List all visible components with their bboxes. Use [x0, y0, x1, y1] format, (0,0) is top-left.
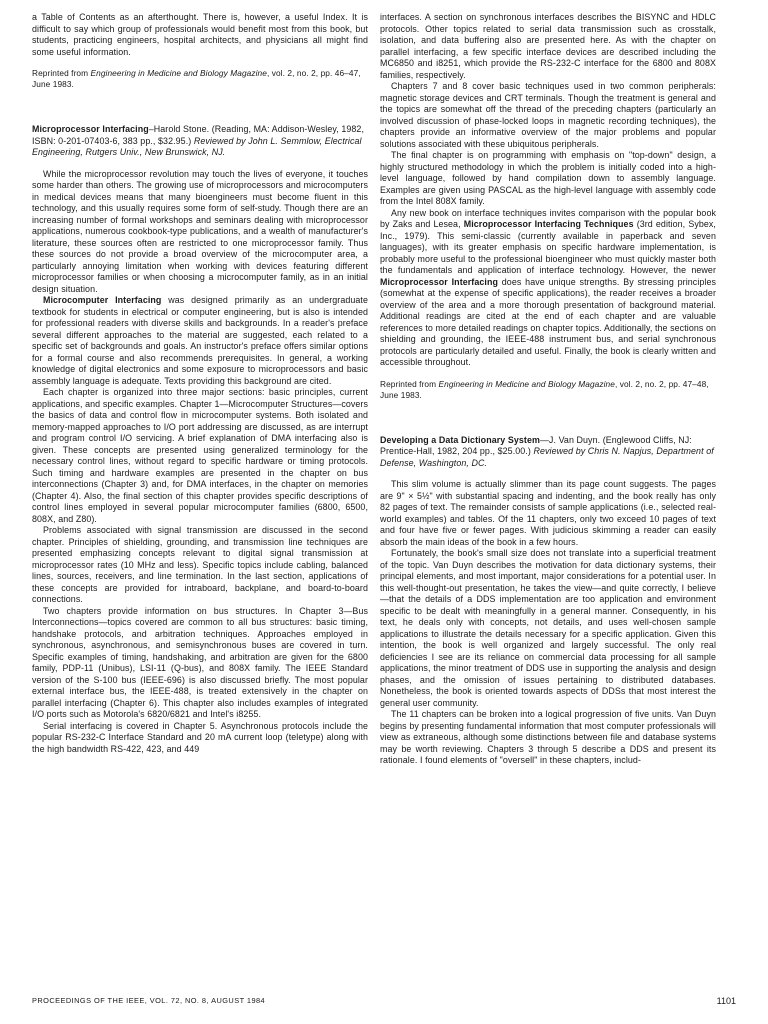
- book-title-inline: Microprocessor Interfacing Techniques: [463, 219, 634, 229]
- review-reviewer: Reviewed by John L. Semmlow, Electrical Engineering, Rutgers Univ., New Brunswick, NJ.: [32, 135, 362, 157]
- paragraph: Serial interfacing is covered in Chapter 5. Asynchronous protocols include the popular RS-232-C Interface Standard and 20 mA current loop (teletype) along with the high bandwidth RS-422, 423, and 449: [32, 720, 368, 754]
- reprint-note: [32, 68, 368, 90]
- reprint-magazine: Engineering in Medicine and Biology Magazine: [438, 378, 615, 389]
- review-reviewer: Reviewed by Chris N. Napjus, Department of Defense, Washington, DC.: [380, 446, 714, 468]
- paragraph-text: (3rd edition, Sybex, Inc., 1979). This semi-classic (currently available in paperback and seven languages), with its greater emphasis on specific hardware implementation, is probably more useful to the professional bioengineer who must quickly master both the fundamentals and application of interface technology. However, the newer: [380, 219, 716, 275]
- paragraph-text: was designed primarily as an undergraduate textbook for students in electrical or computer engineering, but is also is intended for professional readers with diverse skills and backgrounds. In a reader's preface several different approaches to the material are suggested, each related to a specific set of backgrounds and goals. An instructor's preface offers similar options for a formal course and also recommends prerequisites. In general, a working knowledge of digital electronics and some exposure to microprocessors and basic assembly language is adequate. Texts providing this background are cited.: [32, 295, 368, 386]
- paragraph: Each chapter is organized into three major sections: basic principles, current applications, and specific examples. Chapter 1—Microcomputer Structures—covers the basics of data and control flow in microcomputer systems. Both isolated and memory-mapped approaches to I/O port addressing are discussed, as are interrupt and program control I/O servicing. A brief explanation of DMA interfacing also is given. These concepts are presented using generalized terminology for the necessary control lines, without regard to specific hardware or timing protocols. Such timing and hardware examples are presented in the chapter on bus interconnections (Chapter 3) and, for DMA interfaces, in the chapter on memories (Chapter 4). Also, the final section of this chapter provides specific descriptions of control lines employed in several popular microcomputer families (6800, 6500, 808X, and Z80).: [32, 387, 368, 524]
- review-citation: —J. Van Duyn. (Englewood Cliffs, NJ: Prentice-Hall, 1982, 204 pp., $25.00.): [380, 434, 692, 456]
- paragraph: This slim volume is actually slimmer than its page count suggests. The pages are 9" × 5½" with substantial spacing and indenting, and the book really has only 82 pages of text. The remainder consists of sample applications (i.e., selected real-world examples) and tables. Of the 11 chapters, only two exceed 10 pages of text and four have five or fewer pages. With judicious skimming a reader can easily absorb the main ideas of the book in a few hours.: [380, 479, 716, 547]
- review-heading: [380, 435, 716, 470]
- paragraph: [32, 295, 368, 387]
- paragraph-text: Any new book on interface techniques invites comparison with the popular book by Zaks and Lesea,: [380, 207, 716, 229]
- review-book-title: Microprocessor Interfacing: [32, 124, 149, 134]
- paragraph-continued: a Table of Contents as an afterthought. There is, however, a useful Index. It is difficult to say which group of professionals would benefit most from this book, but students, practicing engineers, hospital architects, and physicians all might find some useful information.: [32, 12, 368, 57]
- reprint-suffix: , vol. 2, no. 2, pp. 47–48, June 1983.: [380, 378, 709, 400]
- paragraph: Problems associated with signal transmission are discussed in the second chapter. Principles of shielding, grounding, and transmission line techniques are presented emphasizing concepts relevant to digital signal transmission at microprocessor rates (10 MHz and less). Specific topics include cabling, balanced lines, sources, receivers, and line termination. In the last section, applications of these concepts are provided for intraboard, backplane, and board-to-board connections.: [32, 525, 368, 604]
- review-citation: –Harold Stone. (Reading, MA: Addison-Wesley, 1982, ISBN: 0-201-07403-6, 383 pp., $32.95.): [32, 124, 364, 146]
- review-heading: [32, 124, 368, 159]
- book-title-inline: Microprocessor Interfacing: [380, 276, 498, 287]
- paragraph: Fortunately, the book's small size does not translate into a superficial treatment of the topic. Van Duyn describes the motivation for data dictionary systems, their principal elements, and most important, major considerations for a potential user. In this well-thought-out presentation, he takes the view—and quite correctly, I believe—that the details of a DDS implementation are too application and environment specific to be dealt with meaningfully in a general manner. Consequently, in his text, he deals only with concepts, not details, and uses well-chosen sample applications to illustrate the details necessary for a specific application. Given this intention, the book is well organized and largely successful. The only real deficiencies I see are its reliance on commercial data processing for all sample applications, the minor treatment of DDS use in supporting the analysis and design phases, and the omission of issues pertaining to distributed databases. Nonetheless, the book is oriented towards aspects of DDSs that most interest the general user community.: [380, 548, 716, 708]
- paragraph-text: does have unique strengths. By stressing principles (somewhat at the expense of specific applications), the reader receives a broader overview of the area and a more thorough presentation of background material. Additional readings are cited at the end of each chapter and are valuable references to more detailed readings on chapter topics. Additionally, the sections on shielding and grounding, the IEEE-488 instrument bus, and serial synchronous protocols are particularly detailed and useful. Finally, the book is clearly written and accessible throughout.: [380, 276, 717, 367]
- paragraph-continued: interfaces. A section on synchronous interfaces describes the BISYNC and HDLC protocols. Other topics related to serial data transmission such as crosstalk, isolation, and data buffering also are presented here. As with the chapter on parallel interfacing, a few specific interface devices are described including the MC6850 and i8251, which provide the RS-232-C interface for the 6800 and 808X families, respectively.: [380, 12, 716, 80]
- paragraph: [380, 208, 716, 369]
- left-column: [32, 12, 368, 755]
- paragraph: Two chapters provide information on bus structures. In Chapter 3—Bus Interconnections—topics covered are common to all bus structures: basic timing, handshake protocols, and arbitration techniques. Approaches employed in synchronous, asynchronous, and semisynchronous buses are covered in turn. Specific examples of timing, handshaking, and arbitration are given for the 6800 family, PDP-11 (Unibus), LSI-11 (Q-bus), and 808X family. The IEEE Standard version of the S-100 bus (IEEE-696) is also discussed briefly. The most popular external interface bus, the IEEE-488, is treated extensively in the chapter on parallel interfacing (Chapter 6). This chapter also includes examples of integrated I/O ports such as Motorola's 6820/6821 and Intel's i8255.: [32, 605, 368, 719]
- reprint-prefix: Reprinted from: [380, 378, 439, 389]
- paragraph: Chapters 7 and 8 cover basic techniques used in two common peripherals: magnetic storage devices and CRT terminals. Though the treatment is general and the topics are somewhat off the thread of the preceding chapters (particularly an involved discussion of phase-locked loops in magnetic recording techniques), the chapters provide an informative overview of the major problems and popular solutions associated with these ubiquitous peripherals.: [380, 81, 716, 149]
- paragraph: The 11 chapters can be broken into a logical progression of five units. Van Duyn begins by presenting fundamental information that most computer professionals will view as extraneous, although some distinctions between file and database systems may be worth reviewing. Chapters 3 through 5 describe a DDS and present its rationale. I found elements of "oversell" in these chapters, includ-: [380, 709, 716, 765]
- paragraph: While the microprocessor revolution may touch the lives of everyone, it touches some harder than others. The growing use of microprocessors and microcomputers in medical devices means that many bioengineers must become fluent in this technology, and this usually requires some form of self-study. Though there are an increasing number of formal workshops and seminars dealing with microprocessor applications, numerous cookbook-type publications, and a wealth of manufacturer's literature, these sources often are restricted to one microprocessor family. Thus these sources do not provide a broad overview of the microcomputer area, a particularly annoying limitation when working with devices featuring different microprocessor families or when choosing a microcomputer family, as in an initial design situation.: [32, 168, 368, 294]
- page-footer: [32, 996, 736, 1008]
- review-book-title: Developing a Data Dictionary System: [380, 434, 540, 445]
- reprint-prefix: Reprinted from: [32, 68, 91, 78]
- reprint-suffix: , vol. 2, no. 2, pp. 46–47, June 1983.: [32, 68, 361, 89]
- page-number: 1101: [716, 996, 736, 1006]
- reprint-note: [380, 379, 716, 401]
- right-column: [380, 12, 716, 767]
- book-title-inline: Microcomputer Interfacing: [43, 295, 162, 305]
- journal-citation: PROCEEDINGS OF THE IEEE, VOL. 72, NO. 8, AUGUST 1984: [32, 996, 266, 1005]
- paragraph: The final chapter is on programming with emphasis on "top-down" design, a highly structured methodology in which the problem is initially coded into a high-level language, followed by hand compilation down to assembly language. Examples are given using PASCAL as the high-level language with assembly code from the Intel 808X family.: [380, 150, 716, 206]
- reprint-magazine: Engineering in Medicine and Biology Magazine: [90, 68, 267, 78]
